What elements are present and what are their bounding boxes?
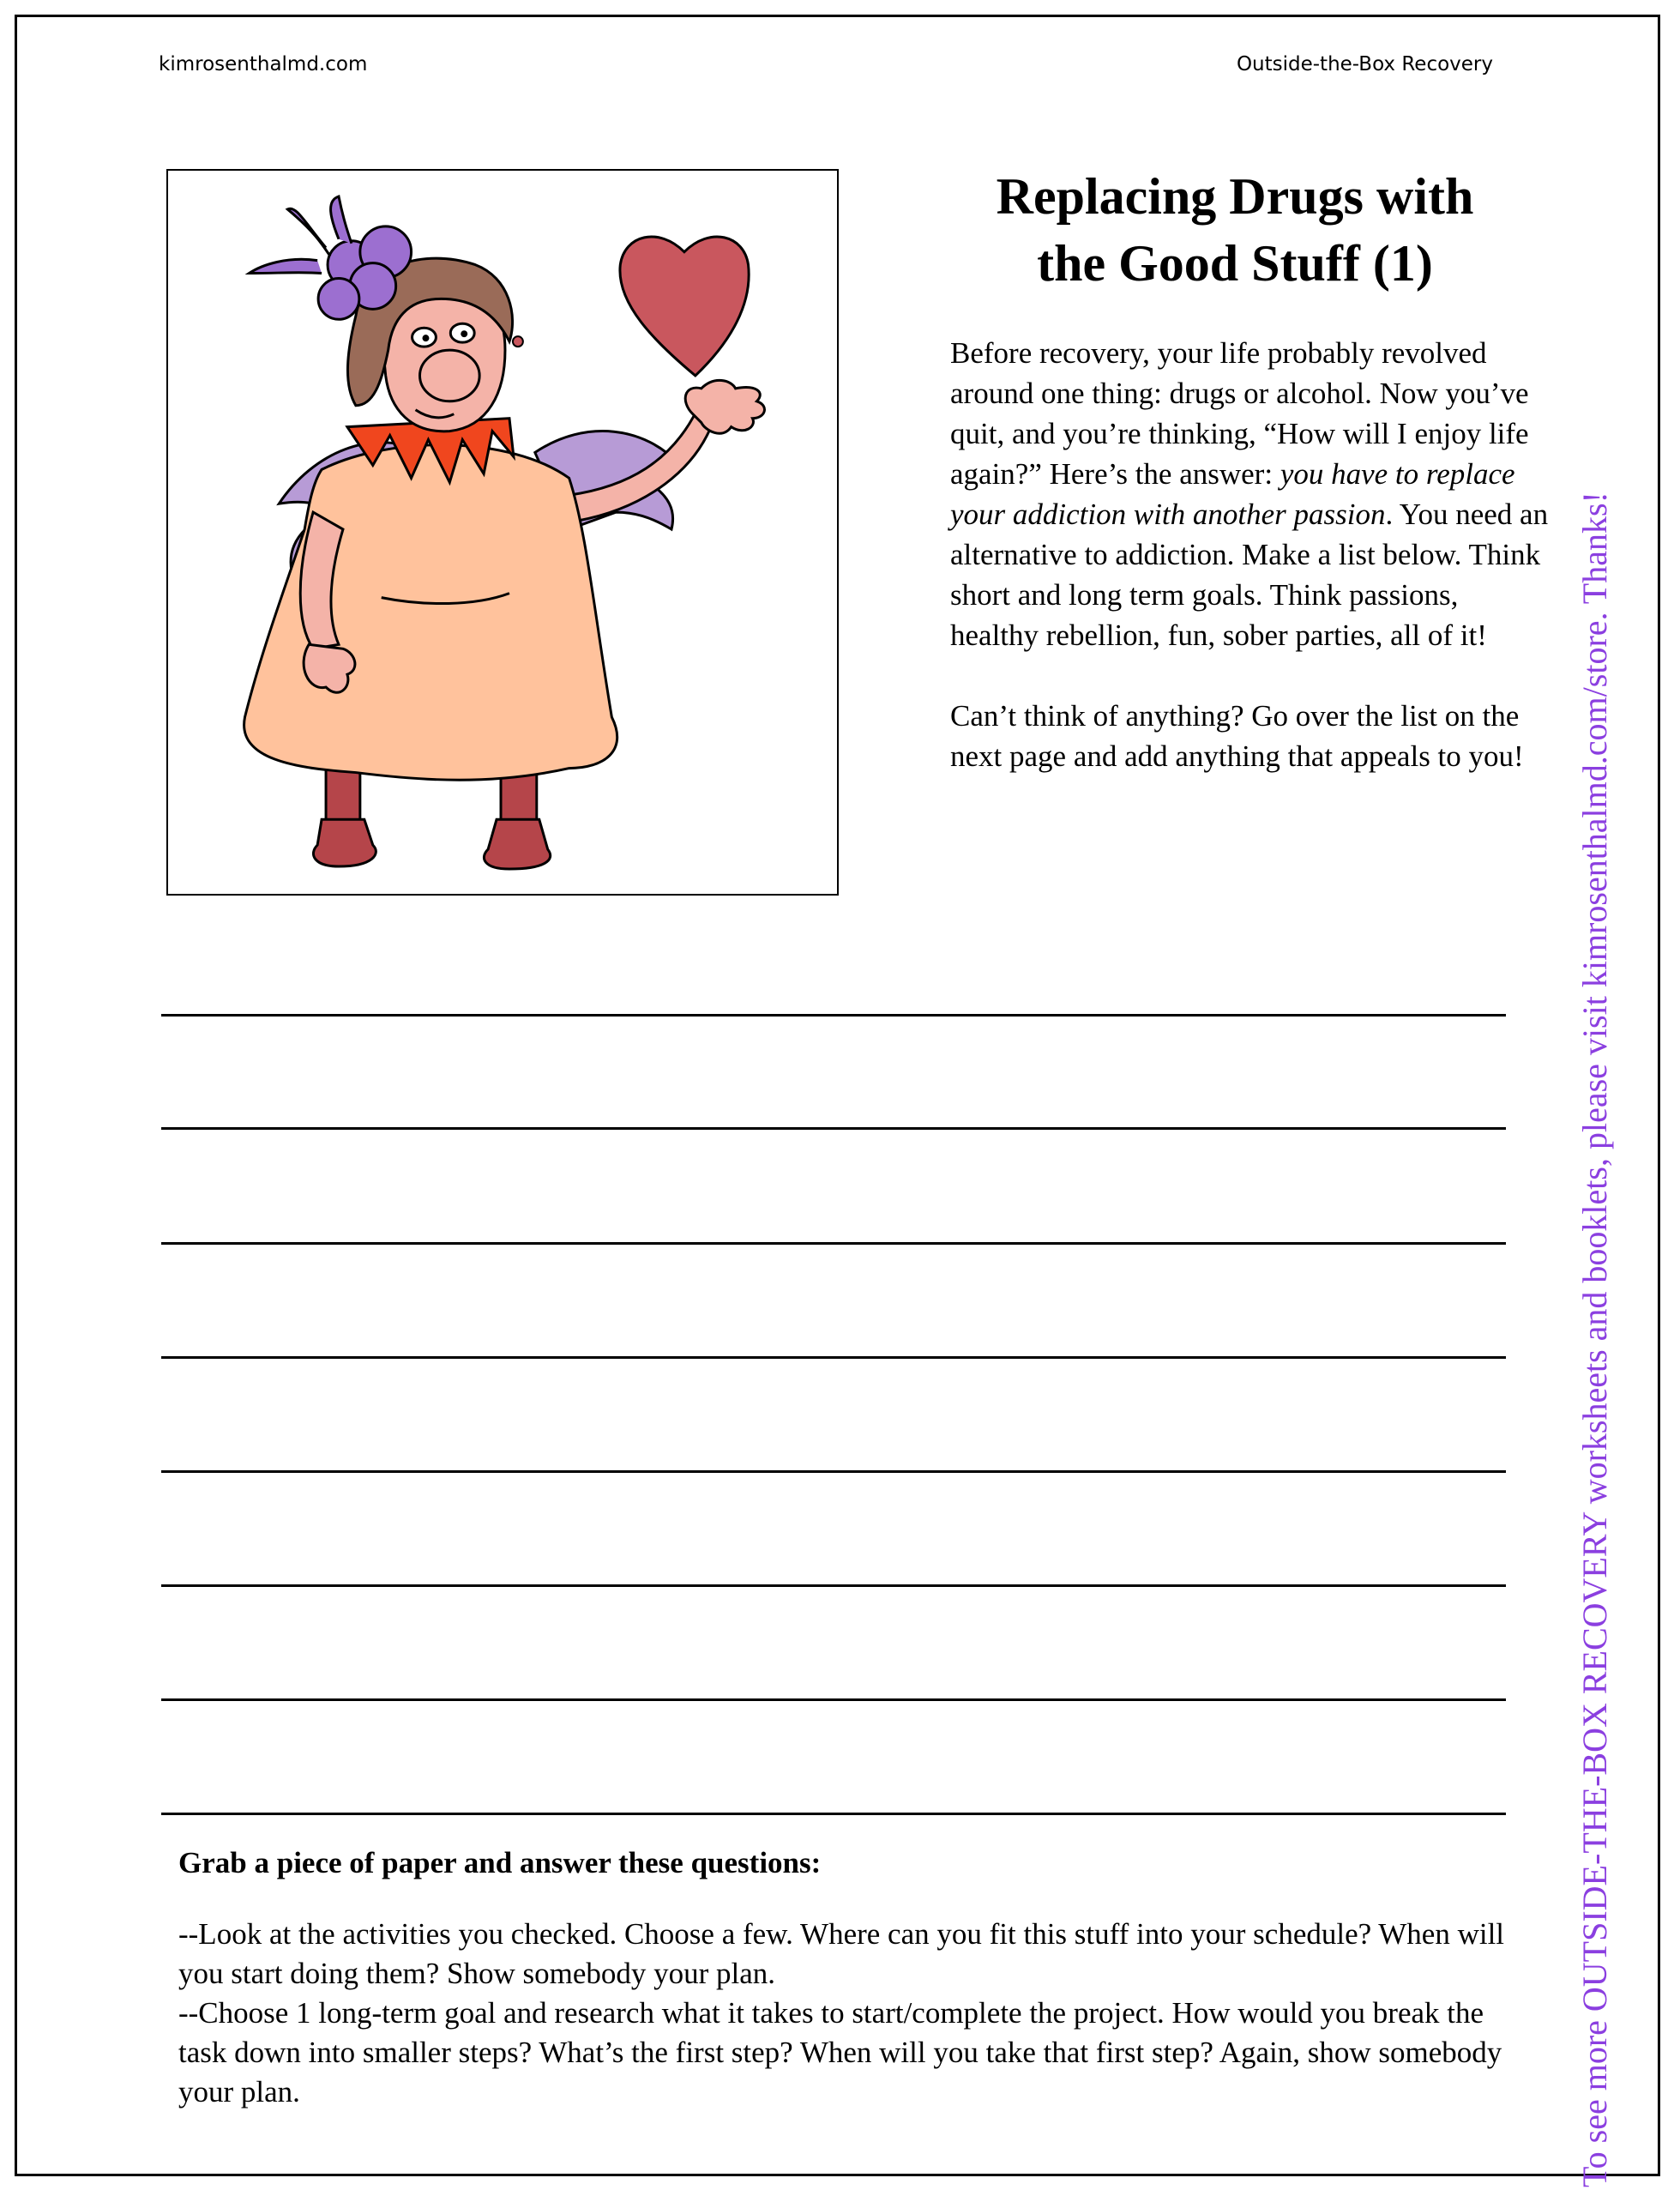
header-site: kimrosenthalmd.com (159, 53, 368, 75)
right-boot (484, 819, 550, 869)
intro-text (950, 333, 1551, 776)
nose (419, 350, 479, 401)
intro-p1-end: . You need an alternative to addiction. Make a list below. Think short and long term goals. Think passions, healthy rebellion, fun, sober parties, all of it! (950, 498, 1549, 652)
question-item-2: --Choose 1 long-term goal and research what it takes to start/complete the project. How would you break the task down into smaller steps? What’s the first step? When will you take that first step? Again, show somebody your plan. (178, 1996, 1502, 2109)
side-promo-text: To see more OUTSIDE-THE-BOX RECOVERY worksheets and booklets, please visit kimrosenthalmd.com/store. Thanks! (1575, 492, 1614, 2187)
intro-p1-start: Before recovery, your life probably revolved around one thing: drugs or alcohol. Now you’ve quit, and you’re thinking, “How will I enjoy life again?” Here’s the answer: (950, 336, 1529, 491)
left-boot (313, 819, 376, 866)
angel-woman-illustration (168, 171, 837, 894)
writing-line-4[interactable] (161, 1356, 1506, 1359)
questions-list (178, 1915, 1516, 2112)
intro-p1-italic: you have to replace your addiction with another passion (950, 457, 1515, 531)
page-title (926, 163, 1544, 297)
heart-icon (620, 237, 749, 376)
writing-line-1[interactable] (161, 1014, 1506, 1017)
intro-paragraph-2: Can’t think of anything? Go over the list on the next page and add anything that appeals to you! (950, 699, 1524, 773)
hat-feather-2 (331, 196, 352, 244)
writing-line-3[interactable] (161, 1242, 1506, 1245)
intro-paragraph-1 (950, 333, 1551, 655)
hat-feather-1 (287, 208, 330, 256)
illustration-frame (166, 169, 839, 896)
title-line-2: the Good Stuff (1) (1037, 235, 1433, 292)
writing-line-5[interactable] (161, 1470, 1506, 1473)
writing-line-8[interactable] (161, 1813, 1506, 1815)
hat-flower-4 (318, 279, 359, 320)
title-line-1: Replacing Drugs with (996, 168, 1474, 225)
question-item-1: --Look at the activities you checked. Choose a few. Where can you fit this stuff into your schedule? When will you start doing them? Show somebody your plan. (178, 1917, 1505, 1990)
writing-line-6[interactable] (161, 1584, 1506, 1587)
hat-feather-3 (250, 259, 322, 273)
header-series: Outside-the-Box Recovery (1236, 53, 1493, 75)
writing-line-7[interactable] (161, 1698, 1506, 1701)
earring (513, 336, 523, 347)
questions-heading: Grab a piece of paper and answer these questions: (178, 1846, 822, 1879)
writing-line-2[interactable] (161, 1127, 1506, 1130)
